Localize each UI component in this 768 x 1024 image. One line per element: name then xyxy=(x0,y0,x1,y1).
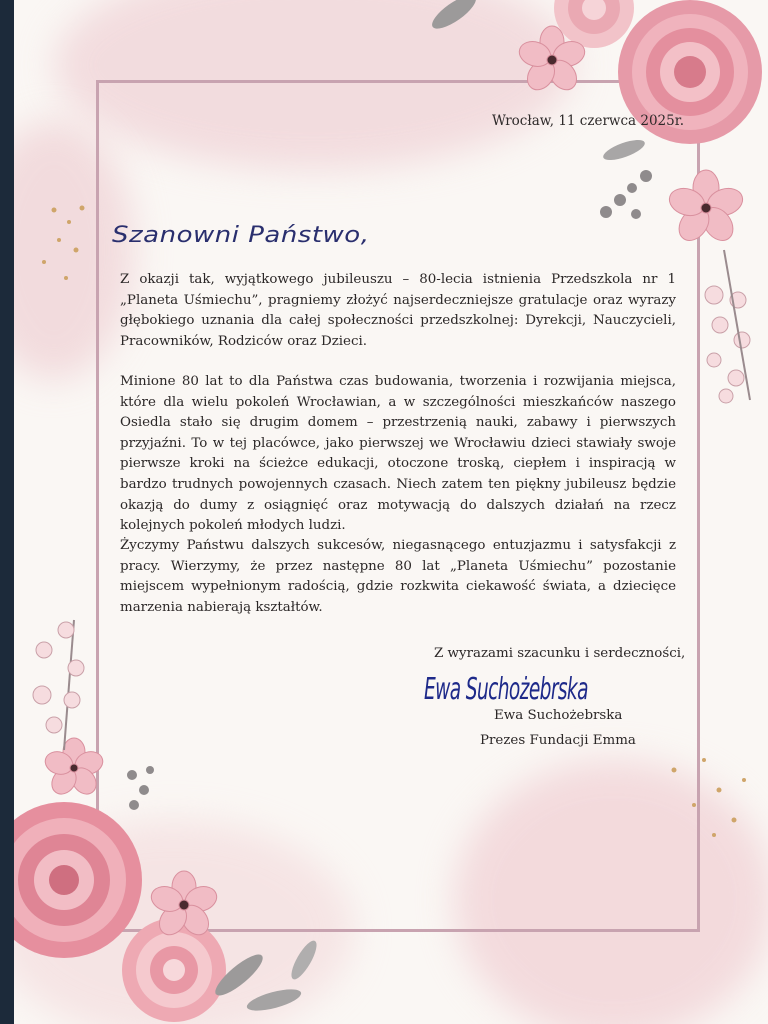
signer-title: Prezes Fundacji Emma xyxy=(480,733,636,748)
blossom-left xyxy=(42,738,105,799)
letter-paper xyxy=(14,0,768,1024)
rose-top-center xyxy=(554,0,634,48)
leaf xyxy=(428,0,481,34)
leaf xyxy=(601,136,647,164)
letter-greeting: Szanowni Państwo, xyxy=(112,222,370,248)
branch-left xyxy=(33,622,84,733)
berries-top-right xyxy=(600,170,652,219)
rose-bottom-left xyxy=(14,802,142,958)
letter-paragraph-3: Życzymy Państwu dalszych sukcesów, niegasnącego entuzjazmu i satysfakcji z pracy. Wierzymy, że przez następne 80 lat „Planeta Uśmiechu” pozostanie miejscem wypełnionym radością, gdzie rozkwita ciekawość świata, a dziecięce marzenia nabierają kształtów. xyxy=(120,538,676,615)
leaf xyxy=(245,985,303,1015)
letter-paragraph-1: Z okazji tak, wyjątkowego jubileuszu – 80-lecia istnienia Przedszkola nr 1 „Planeta Uśmiechu”, pragniemy złożyć najserdeczniejsze gratulacje oraz wyrazy głębokiego uznania dla całej społeczności przedszkolnej: Dyrekcji, Nauczycieli, Pracowników, Rodziców oraz Dzieci. xyxy=(120,272,676,349)
leaf xyxy=(287,937,321,982)
handwritten-signature: Ewa Suchożebrska xyxy=(424,672,588,707)
signer-name: Ewa Suchożebrska xyxy=(494,708,623,723)
branch-right xyxy=(705,286,750,403)
blossom-right xyxy=(666,170,746,246)
letter-paragraph-2: Minione 80 lat to dla Państwa czas budowania, tworzenia i rozwijania miejsca, które dla wielu pokoleń Wrocławian, a w szczególności mieszkańców naszego Osiedla stało się drugim domem – przestrzenią nauki, zabawy i pierwszych przyjaźni. To w tej placówce, jako pierwszej we Wrocławiu dzieci stawiały swoje pierwsze kroki na ścieżce edukacji, otoczone troską, ciepłem i inspiracją w bardzo trudnych powojennych czasach. Niech zatem ten piękny jubileusz będzie okazją do dumy z osiągnięć oraz motywacją do dalszych działań na rzecz kolejnych pokoleń młodych ludzi. xyxy=(120,374,676,534)
letter-closing: Z wyrazami szacunku i serdeczności, xyxy=(434,646,686,661)
letter-date: Wrocław, 11 czerwca 2025r. xyxy=(491,113,684,129)
berries-bottom xyxy=(127,766,154,810)
